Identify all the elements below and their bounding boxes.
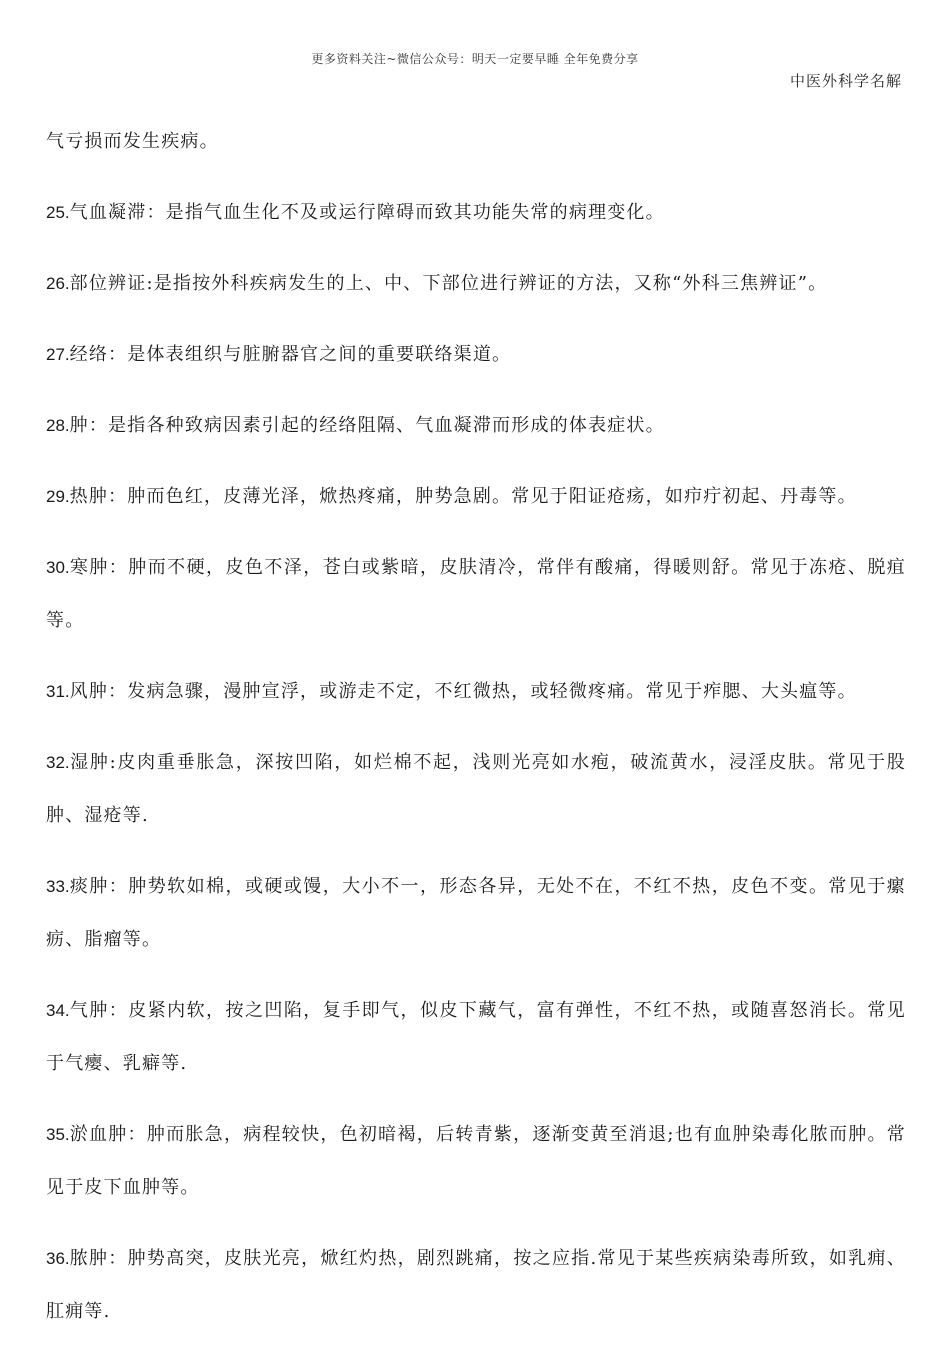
entry-35 [46, 1108, 906, 1214]
entry-number: 28. [46, 416, 70, 435]
entry-number: 25. [46, 203, 70, 222]
entry-text: 部位辨证:是指按外科疾病发生的上、中、下部位进行辨证的方法，又称“外科三焦辨证”。 [69, 273, 828, 294]
entry-26 [46, 257, 906, 310]
entry-31 [46, 665, 906, 718]
entry-text: 气血凝滞：是指气血生化不及或运行障碍而致其功能失常的病理变化。 [69, 202, 665, 223]
entry-number: 35. [46, 1125, 70, 1144]
entry-34 [46, 984, 906, 1090]
entry-25 [46, 186, 906, 239]
entry-27 [46, 328, 906, 381]
entry-32 [46, 736, 906, 842]
entry-number: 36. [46, 1249, 70, 1268]
watermark-text: 更多资料关注~微信公众号：明天一定要早睡 全年免费分享 [311, 52, 639, 66]
entry-text: 经络：是体表组织与脏腑器官之间的重要联络渠道。 [69, 344, 512, 365]
entry-text: 风肿：发病急骤，漫肿宣浮，或游走不定，不红微热，或轻微疼痛。常见于痄腮、大头瘟等。 [69, 681, 857, 702]
entry-33 [46, 860, 906, 966]
entry-number: 31. [46, 682, 70, 701]
entry-number: 32. [46, 753, 70, 772]
entry-text: 脓肿：肿势高突，皮肤光亮，焮红灼热，剧烈跳痛，按之应指.常见于某些疾病染毒所致，如乳痈、肛痈等. [46, 1248, 906, 1322]
entry-number: 34. [46, 1001, 70, 1020]
entry-30 [46, 541, 906, 647]
entry-number: 26. [46, 274, 70, 293]
entry-text: 湿肿:皮肉重垂胀急，深按凹陷，如烂棉不起，浅则光亮如水疱，破流黄水，浸淫皮肤。常见于股肿、湿疮等. [46, 752, 906, 826]
entry-36 [46, 1232, 906, 1338]
entry-text: 肿：是指各种致病因素引起的经络阻隔、气血凝滞而形成的体表症状。 [69, 415, 665, 436]
entry-28 [46, 399, 906, 452]
entry-continuation [46, 115, 906, 168]
entry-text: 淤血肿：肿而胀急，病程较快，色初暗褐，后转青紫，逐渐变黄至消退;也有血肿染毒化脓而肿。常见于皮下血肿等。 [46, 1124, 906, 1198]
entry-text: 气亏损而发生疾病。 [46, 131, 219, 152]
entry-number: 29. [46, 487, 70, 506]
entry-29 [46, 470, 906, 523]
document-title: 中医外科学名解 [789, 72, 902, 90]
entry-text: 寒肿：肿而不硬，皮色不泽，苍白或紫暗，皮肤清冷，常伴有酸痛，得暖则舒。常见于冻疮、脱疽等。 [46, 557, 906, 631]
entry-list [46, 115, 906, 1352]
entry-text: 热肿：肿而色红，皮薄光泽，焮热疼痛，肿势急剧。常见于阳证疮疡，如疖疔初起、丹毒等。 [69, 486, 857, 507]
entry-text: 痰肿：肿势软如棉，或硬或馒，大小不一，形态各异，无处不在，不红不热，皮色不变。常见于瘰疬、脂瘤等。 [46, 876, 906, 950]
entry-number: 30. [46, 558, 70, 577]
entry-number: 33. [46, 877, 70, 896]
entry-number: 27. [46, 345, 70, 364]
entry-text: 气肿：皮紧内软，按之凹陷，复手即气，似皮下藏气，富有弹性，不红不热，或随喜怒消长。常见于气瘿、乳癖等. [46, 1000, 906, 1074]
